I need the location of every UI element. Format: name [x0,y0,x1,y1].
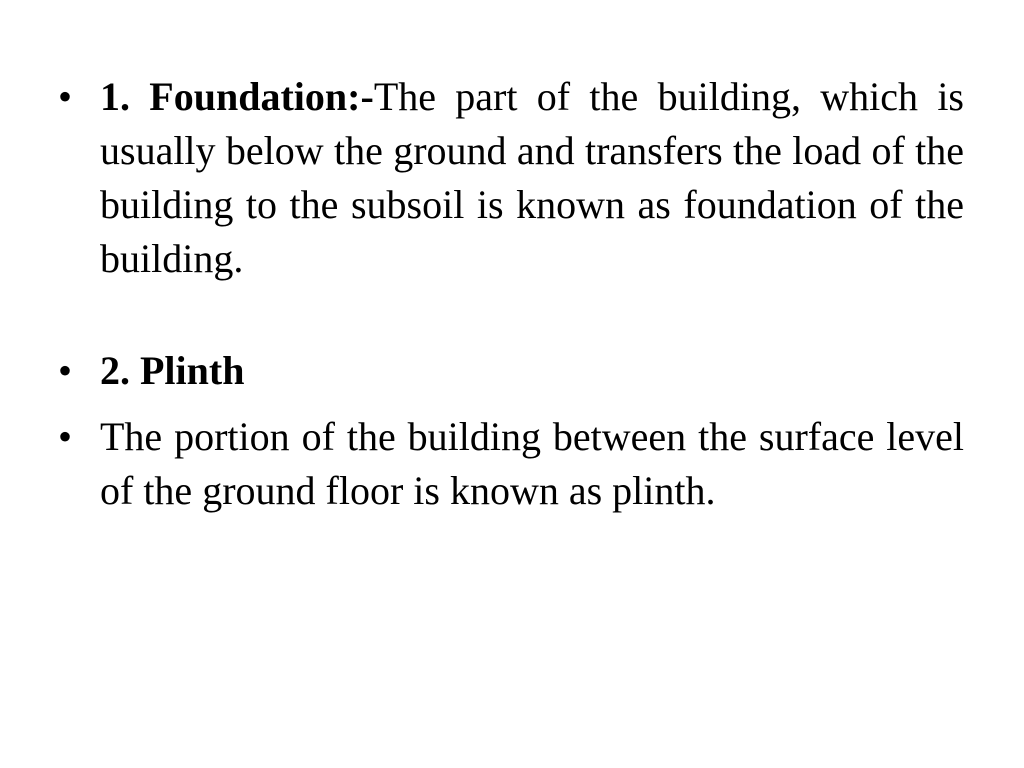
bullet-item-plinth-definition [58,410,964,518]
plinth-definition-text: The portion of the building between the surface level of the ground floor is known as plinth. [100,414,964,513]
bullet-icon: • [58,74,73,119]
foundation-text: The part of the building, which is usually below the ground and transfers the load of the building to the subsoil is known as foundation of the building. [100,74,964,281]
bullet-icon: • [58,348,73,393]
bullet-list [58,70,964,518]
bullet-item-foundation [58,70,964,286]
plinth-heading: 2. Plinth [100,348,245,393]
bullet-icon: • [58,414,73,459]
bullet-item-plinth-heading [58,344,964,398]
foundation-heading: 1. Foundation:- [100,74,374,119]
